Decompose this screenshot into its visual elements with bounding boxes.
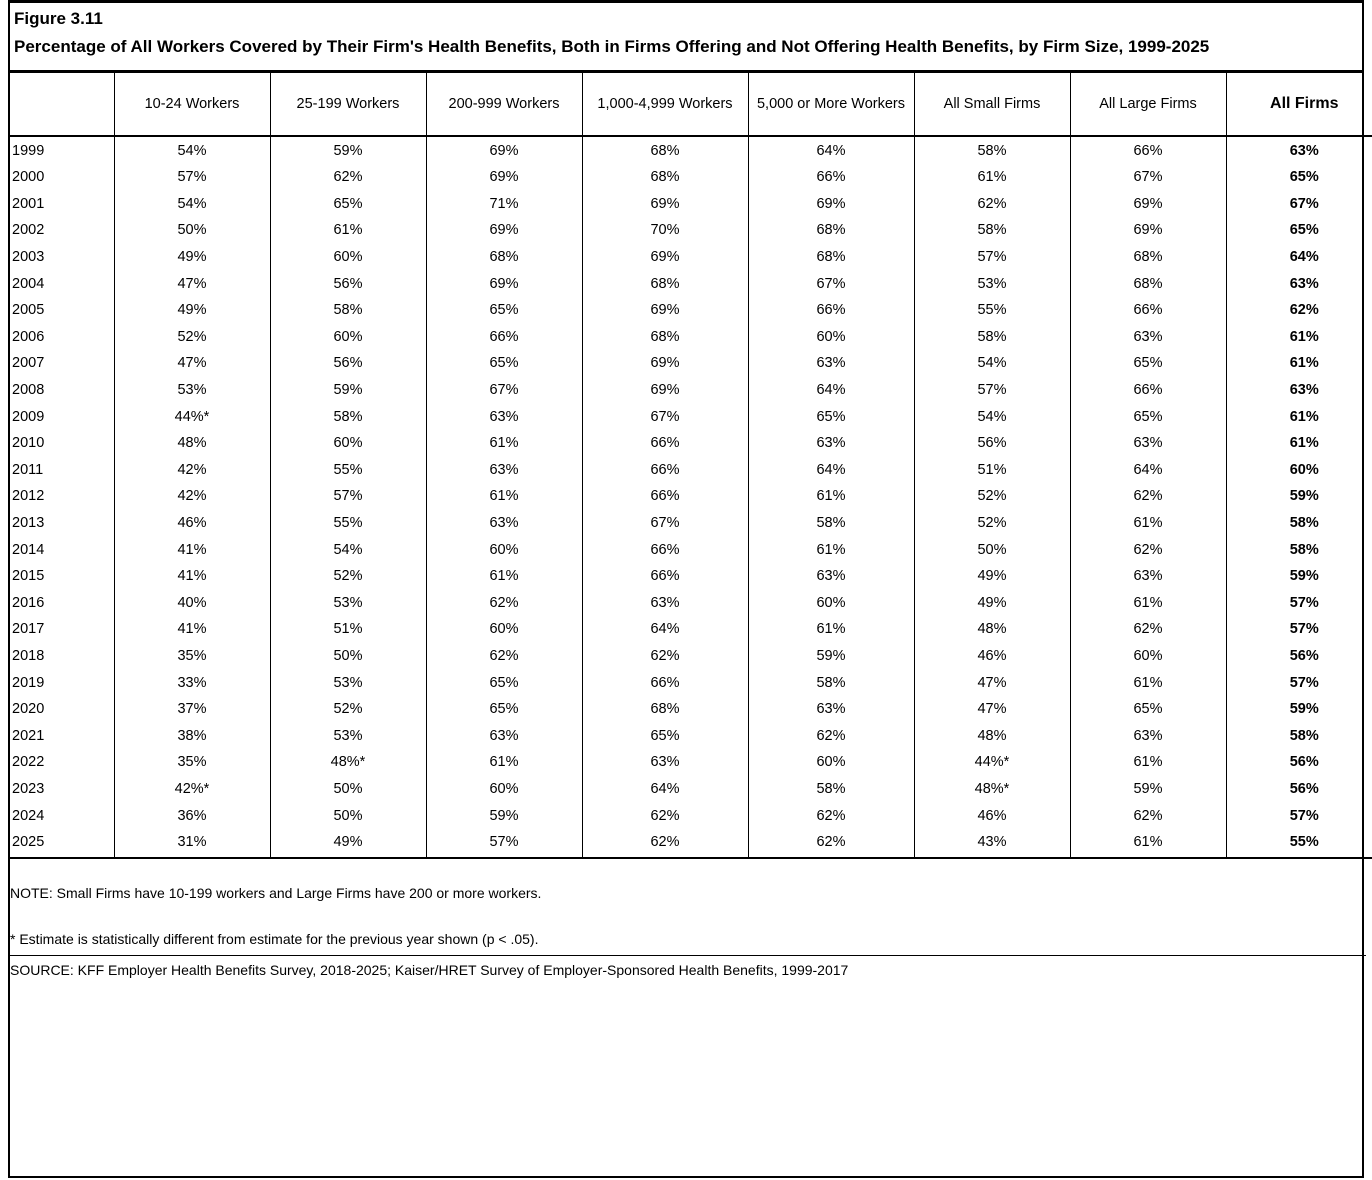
table-cell: 64% [748,457,914,484]
table-cell: 57% [426,829,582,859]
table-cell: 52% [114,324,270,351]
table-cell: 62% [426,589,582,616]
table-row [8,510,1372,537]
table-cell: 62% [914,191,1070,218]
table-cell: 69% [426,217,582,244]
table-cell: 58% [914,136,1070,164]
table-cell: 66% [748,164,914,191]
table-cell: 66% [426,324,582,351]
table-cell: 66% [582,483,748,510]
table-cell-year: 2010 [12,435,45,452]
table-cell: 63% [748,563,914,590]
table-cell: 65% [748,403,914,430]
table-cell: 49% [914,589,1070,616]
table-cell: 61% [1070,829,1226,859]
table-cell: 66% [1070,136,1226,164]
table-cell-all-firms: 58% [1226,510,1372,537]
table-cell: 58% [748,510,914,537]
table-cell-year: 2019 [12,674,45,691]
table-cell-year: 2022 [12,754,45,771]
table-cell: 63% [748,430,914,457]
table-cell: 55% [914,297,1070,324]
table-cell: 60% [426,776,582,803]
table-cell-all-firms: 61% [1226,350,1372,377]
table-cell-all-firms: 65% [1226,217,1372,244]
table-row [8,164,1372,191]
table-cell: 59% [1070,776,1226,803]
table-row [8,696,1372,723]
table-cell: 68% [582,136,748,164]
table-cell: 69% [582,244,748,271]
table-cell-all-firms: 56% [1226,643,1372,670]
table-cell: 65% [426,350,582,377]
table-cell: 62% [748,802,914,829]
table-row [8,722,1372,749]
table-cell: 53% [270,669,426,696]
table-cell: 49% [914,563,1070,590]
table-cell-year: 2008 [12,382,45,399]
table-cell: 40% [114,589,270,616]
table-cell-year: 2005 [12,302,45,319]
table-cell: 56% [914,430,1070,457]
table-cell-year: 2017 [12,621,45,638]
table-cell-year: 2006 [12,328,45,345]
table-cell: 35% [114,643,270,670]
table-cell: 61% [1070,589,1226,616]
table-cell: 57% [914,377,1070,404]
table-cell: 56% [270,270,426,297]
table-cell: 68% [1070,270,1226,297]
table-cell: 49% [114,297,270,324]
table-cell: 52% [270,563,426,590]
source-divider-rule [10,955,1366,956]
table-cell-all-firms: 63% [1226,377,1372,404]
table-cell: 68% [748,217,914,244]
table-cell: 69% [1070,191,1226,218]
table-cell: 48% [914,616,1070,643]
table-cell: 65% [1070,403,1226,430]
table-row [8,403,1372,430]
column-header-all-firms: All Firms [1226,73,1372,136]
table-cell-all-firms: 59% [1226,696,1372,723]
table-cell-all-firms: 59% [1226,563,1372,590]
table-cell: 41% [114,563,270,590]
figure-footnotes [0,885,1372,978]
table-cell: 47% [114,270,270,297]
table-cell: 33% [114,669,270,696]
table-cell-year: 2020 [12,701,45,718]
table-cell-all-firms: 55% [1226,829,1372,859]
table-cell: 69% [582,350,748,377]
table-cell-year: 2016 [12,594,45,611]
table-cell: 60% [270,324,426,351]
table-cell: 53% [114,377,270,404]
table-cell: 62% [1070,536,1226,563]
table-row [8,191,1372,218]
table-cell: 61% [748,483,914,510]
table-row [8,457,1372,484]
table-cell: 61% [748,536,914,563]
source-text: SOURCE: KFF Employer Health Benefits Survey, 2018-2025; Kaiser/HRET Survey of Employer-Sponsored Health Benefits, 1999-2017 [10,962,849,979]
table-cell: 63% [1070,722,1226,749]
table-cell: 57% [114,164,270,191]
table-cell-all-firms: 63% [1226,270,1372,297]
table-cell: 61% [914,164,1070,191]
table-cell-all-firms: 65% [1226,164,1372,191]
table-cell: 67% [748,270,914,297]
table-cell-all-firms: 63% [1226,136,1372,164]
table-cell: 56% [270,350,426,377]
table-cell-year: 2015 [12,568,45,585]
table-cell: 66% [748,297,914,324]
column-header-year [8,73,114,136]
table-cell: 31% [114,829,270,859]
table-row [8,536,1372,563]
table-cell: 71% [426,191,582,218]
table-cell: 65% [270,191,426,218]
table-cell: 66% [582,457,748,484]
table-cell: 69% [582,191,748,218]
significance-note: * Estimate is statistically different from estimate for the previous year shown (p < .05). [10,931,539,948]
table-cell: 49% [270,829,426,859]
table-cell: 58% [914,324,1070,351]
table-cell: 58% [748,776,914,803]
table-cell-year: 2023 [12,780,45,797]
table-header-row [8,73,1372,136]
table-cell: 67% [1070,164,1226,191]
table-cell: 52% [914,483,1070,510]
table-cell: 69% [748,191,914,218]
table-cell: 64% [748,377,914,404]
table-cell: 63% [426,510,582,537]
table-row [8,669,1372,696]
table-cell: 43% [914,829,1070,859]
data-table-container [0,73,1372,859]
figure-title: Percentage of All Workers Covered by Their Firm's Health Benefits, Both in Firms Offering and Not Offering Health Benefits, by Firm Size, 1999-2025 [14,36,1210,56]
table-cell: 61% [1070,510,1226,537]
left-border-rule [8,0,10,1178]
table-cell: 48%* [270,749,426,776]
table-cell: 69% [426,270,582,297]
table-cell: 46% [914,802,1070,829]
table-cell: 64% [582,616,748,643]
table-row [8,377,1372,404]
table-cell: 62% [748,829,914,859]
table-cell: 66% [582,563,748,590]
table-cell: 54% [114,136,270,164]
table-row [8,589,1372,616]
table-cell: 68% [582,270,748,297]
table-row [8,616,1372,643]
table-row [8,563,1372,590]
table-cell: 61% [426,430,582,457]
column-header-1000-4999-workers: 1,000-4,999 Workers [582,73,748,136]
table-cell: 60% [748,324,914,351]
bottom-border-rule [8,1176,1364,1178]
table-cell-all-firms: 57% [1226,616,1372,643]
table-cell: 58% [270,297,426,324]
table-cell: 54% [270,536,426,563]
table-cell: 44%* [114,403,270,430]
table-cell: 49% [114,244,270,271]
column-header-5000-or-more-workers: 5,000 or More Workers [748,73,914,136]
table-cell: 47% [914,696,1070,723]
table-cell: 59% [270,377,426,404]
table-cell: 69% [426,164,582,191]
table-cell: 65% [426,669,582,696]
table-cell: 63% [1070,430,1226,457]
table-cell: 64% [748,136,914,164]
table-cell: 58% [748,669,914,696]
table-cell: 50% [270,643,426,670]
table-cell-all-firms: 61% [1226,430,1372,457]
table-cell: 69% [582,377,748,404]
table-cell: 68% [748,244,914,271]
table-cell: 60% [748,589,914,616]
coverage-table [8,73,1372,859]
table-cell: 41% [114,536,270,563]
table-cell: 62% [582,643,748,670]
table-cell-year: 1999 [12,142,45,159]
table-cell: 58% [914,217,1070,244]
table-cell-all-firms: 60% [1226,457,1372,484]
table-cell-year: 2024 [12,807,45,824]
table-row [8,749,1372,776]
table-cell: 59% [748,643,914,670]
table-cell: 63% [1070,324,1226,351]
table-cell: 60% [270,244,426,271]
table-cell-year: 2021 [12,727,45,744]
table-cell-year: 2013 [12,515,45,531]
table-cell: 52% [914,510,1070,537]
table-cell-all-firms: 59% [1226,483,1372,510]
table-cell: 62% [426,643,582,670]
table-cell: 63% [426,403,582,430]
table-cell: 35% [114,749,270,776]
table-cell: 61% [426,563,582,590]
table-row [8,430,1372,457]
table-cell-year: 2018 [12,647,45,664]
table-cell: 60% [426,616,582,643]
table-cell: 59% [270,136,426,164]
table-cell: 48% [914,722,1070,749]
table-cell: 62% [1070,616,1226,643]
column-header-10-24-workers: 10-24 Workers [114,73,270,136]
table-cell: 63% [426,457,582,484]
table-cell: 61% [426,483,582,510]
table-body [8,136,1372,858]
table-cell: 42%* [114,776,270,803]
table-cell: 65% [1070,696,1226,723]
table-cell: 66% [582,430,748,457]
table-cell: 62% [1070,802,1226,829]
table-cell: 62% [1070,483,1226,510]
table-cell: 66% [582,536,748,563]
table-cell: 59% [426,802,582,829]
table-cell: 61% [270,217,426,244]
table-cell: 63% [748,350,914,377]
right-border-rule [1362,0,1364,1178]
table-cell-all-firms: 57% [1226,589,1372,616]
table-cell: 52% [270,696,426,723]
table-cell: 69% [582,297,748,324]
table-cell: 62% [270,164,426,191]
table-cell: 68% [582,164,748,191]
table-cell: 63% [1070,563,1226,590]
table-cell-all-firms: 58% [1226,722,1372,749]
table-cell: 63% [582,749,748,776]
table-row [8,776,1372,803]
table-cell-all-firms: 61% [1226,324,1372,351]
table-cell: 36% [114,802,270,829]
table-cell-year: 2025 [8,829,114,859]
table-cell: 47% [114,350,270,377]
table-cell: 62% [582,802,748,829]
table-cell: 65% [582,722,748,749]
table-cell: 54% [914,403,1070,430]
table-cell-all-firms: 62% [1226,297,1372,324]
column-header-25-199-workers: 25-199 Workers [270,73,426,136]
table-cell: 55% [270,457,426,484]
table-cell: 63% [748,696,914,723]
table-cell: 60% [270,430,426,457]
table-cell-all-firms: 56% [1226,776,1372,803]
table-cell: 60% [1070,643,1226,670]
table-cell: 55% [270,510,426,537]
table-cell: 66% [582,669,748,696]
figure-header [0,0,1372,64]
table-cell: 41% [114,616,270,643]
table-cell: 63% [426,722,582,749]
table-cell: 61% [1070,749,1226,776]
table-cell: 38% [114,722,270,749]
table-cell: 67% [582,403,748,430]
table-cell: 46% [914,643,1070,670]
table-row [8,297,1372,324]
note-text: NOTE: Small Firms have 10-199 workers and Large Firms have 200 or more workers. [10,885,542,902]
figure-number: Figure 3.11 [14,9,103,28]
table-cell: 66% [1070,377,1226,404]
table-cell: 69% [426,136,582,164]
table-row [8,136,1372,164]
table-cell: 44%* [914,749,1070,776]
table-cell-all-firms: 58% [1226,536,1372,563]
table-cell: 68% [426,244,582,271]
table-cell-all-firms: 64% [1226,244,1372,271]
table-cell: 60% [426,536,582,563]
table-cell: 67% [426,377,582,404]
table-cell: 65% [1070,350,1226,377]
top-border-rule [8,0,1364,3]
table-cell-all-firms: 67% [1226,191,1372,218]
table-cell: 47% [914,669,1070,696]
table-cell: 66% [1070,297,1226,324]
table-cell: 68% [582,324,748,351]
table-cell-all-firms: 56% [1226,749,1372,776]
table-row [8,483,1372,510]
table-cell: 50% [914,536,1070,563]
table-cell: 64% [582,776,748,803]
table-cell-year: 2000 [12,169,45,186]
table-row [8,350,1372,377]
table-cell-year: 2007 [12,355,45,372]
table-row [8,270,1372,297]
table-cell-year: 2009 [12,408,45,425]
table-cell: 57% [270,483,426,510]
table-cell: 62% [748,722,914,749]
table-cell-year: 2014 [12,541,45,558]
table-header [8,73,1372,136]
table-cell: 58% [270,403,426,430]
table-cell-year: 2004 [12,275,45,292]
table-row [8,802,1372,829]
table-cell: 54% [114,191,270,218]
table-cell-all-firms: 57% [1226,669,1372,696]
column-header-all-small-firms: All Small Firms [914,73,1070,136]
table-cell: 61% [748,616,914,643]
table-cell-year: 2002 [12,222,45,239]
table-cell: 69% [1070,217,1226,244]
table-cell-year: 2011 [12,461,44,478]
table-cell: 50% [114,217,270,244]
table-cell: 51% [914,457,1070,484]
table-cell: 64% [1070,457,1226,484]
table-cell: 65% [426,297,582,324]
table-cell: 62% [582,829,748,859]
table-cell: 50% [270,802,426,829]
column-header-all-large-firms: All Large Firms [1070,73,1226,136]
table-cell: 46% [114,510,270,537]
table-cell-year: 2012 [12,488,45,505]
table-cell: 57% [914,244,1070,271]
table-cell: 61% [1070,669,1226,696]
table-cell: 53% [914,270,1070,297]
table-cell: 67% [582,510,748,537]
table-row [8,217,1372,244]
table-cell: 48% [114,430,270,457]
table-cell-all-firms: 57% [1226,802,1372,829]
table-cell: 51% [270,616,426,643]
table-cell: 61% [426,749,582,776]
table-cell-year: 2003 [12,249,45,266]
table-cell: 54% [914,350,1070,377]
table-cell: 65% [426,696,582,723]
table-cell: 60% [748,749,914,776]
column-header-200-999-workers: 200-999 Workers [426,73,582,136]
table-cell: 53% [270,589,426,616]
table-cell: 68% [582,696,748,723]
table-cell: 53% [270,722,426,749]
table-cell: 37% [114,696,270,723]
table-row [8,244,1372,271]
table-cell: 68% [1070,244,1226,271]
table-cell: 63% [582,589,748,616]
table-row [8,829,1372,859]
table-cell-year: 2001 [12,195,45,212]
table-cell-all-firms: 61% [1226,403,1372,430]
table-cell: 42% [114,483,270,510]
table-row [8,324,1372,351]
table-cell: 48%* [914,776,1070,803]
table-cell: 70% [582,217,748,244]
table-cell: 50% [270,776,426,803]
table-cell: 42% [114,457,270,484]
table-row [8,643,1372,670]
